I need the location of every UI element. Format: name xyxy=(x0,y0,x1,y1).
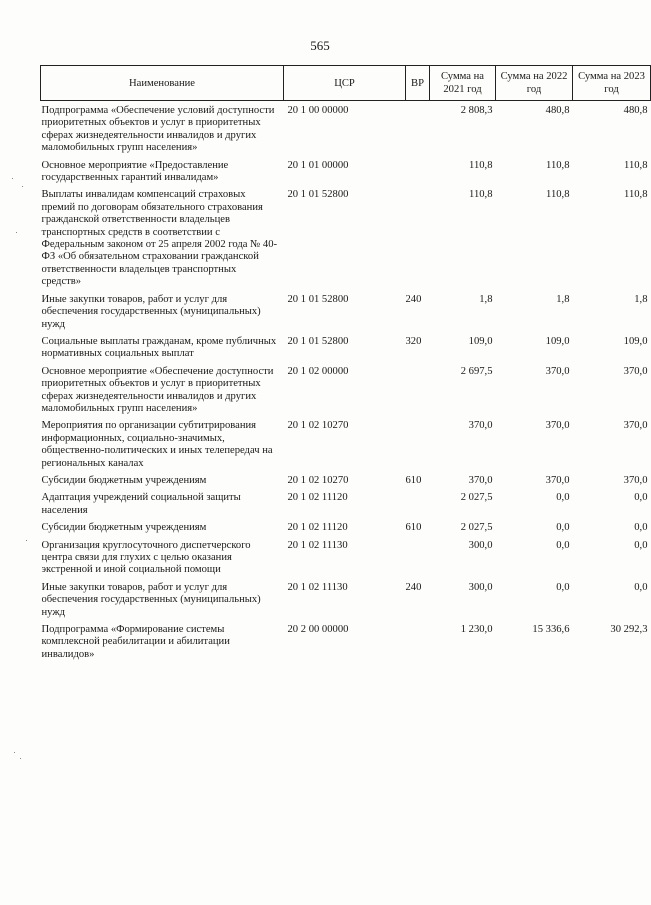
row-sum-2023: 0,0 xyxy=(634,539,648,551)
row-csr: 20 1 02 00000 xyxy=(287,365,349,377)
header-vr: ВР xyxy=(406,66,430,101)
row-sum-2021: 2 697,5 xyxy=(460,365,493,377)
row-sum-2022: 370,0 xyxy=(545,420,570,432)
row-vr: 610 xyxy=(405,474,422,486)
row-vr xyxy=(406,489,430,519)
table-row xyxy=(41,291,651,333)
row-sum-2021: 300,0 xyxy=(468,581,493,593)
row-csr: 20 1 01 52800 xyxy=(287,335,349,347)
row-name: Субсидии бюджетным учреждениям xyxy=(41,522,207,534)
row-csr: 20 1 01 52800 xyxy=(287,189,349,201)
table-row xyxy=(41,489,651,519)
row-sum-2023: 0,0 xyxy=(634,522,648,534)
scan-speck xyxy=(12,178,13,179)
row-vr xyxy=(406,417,430,472)
row-sum-2022: 1,8 xyxy=(556,293,570,305)
row-sum-2023: 0,0 xyxy=(634,492,648,504)
row-sum-2022: 0,0 xyxy=(556,492,570,504)
row-sum-2022: 109,0 xyxy=(545,335,570,347)
row-name: Субсидии бюджетным учреждениям xyxy=(41,474,207,486)
row-sum-2021: 2 808,3 xyxy=(460,105,493,116)
row-vr xyxy=(406,621,430,663)
scan-speck xyxy=(16,232,17,233)
row-name: Подпрограмма «Обеспечение условий доступности приоритетных объектов и услуг в приоритетных сферах жизнедеятельности инвалидов и других маломобильных групп населения» xyxy=(41,105,275,154)
table-row xyxy=(41,363,651,418)
table-row xyxy=(41,333,651,363)
row-vr: 240 xyxy=(405,581,422,593)
row-sum-2023: 0,0 xyxy=(634,581,648,593)
row-csr: 20 1 01 00000 xyxy=(287,159,349,171)
row-sum-2021: 109,0 xyxy=(468,335,493,347)
table-row xyxy=(41,519,651,536)
row-vr xyxy=(406,157,430,187)
scan-speck xyxy=(26,540,27,541)
row-sum-2023: 109,0 xyxy=(623,335,648,347)
row-sum-2022: 370,0 xyxy=(545,474,570,486)
row-name: Иные закупки товаров, работ и услуг для обеспечения государственных (муниципальных) нужд xyxy=(41,293,261,330)
row-sum-2021: 1 230,0 xyxy=(460,624,493,636)
row-sum-2023: 370,0 xyxy=(623,365,648,377)
header-sum-2022: Сумма на 2022 год xyxy=(496,66,573,101)
row-sum-2021: 370,0 xyxy=(468,420,493,432)
row-vr: 320 xyxy=(405,335,422,347)
row-csr: 20 1 02 10270 xyxy=(287,420,349,432)
row-name: Основное мероприятие «Обеспечение доступности приоритетных объектов и услуг в приоритетных сферах жизнедеятельности инвалидов и других маломобильных групп населения» xyxy=(41,365,274,414)
row-csr: 20 1 02 10270 xyxy=(287,474,349,486)
scan-speck xyxy=(20,758,21,759)
row-sum-2023: 370,0 xyxy=(623,420,648,432)
table-row xyxy=(41,579,651,621)
row-vr: 610 xyxy=(405,522,422,534)
scan-speck xyxy=(14,752,15,753)
row-sum-2021: 1,8 xyxy=(479,293,493,305)
row-sum-2021: 110,8 xyxy=(469,189,493,201)
table-row xyxy=(41,417,651,472)
row-csr: 20 1 01 52800 xyxy=(287,293,349,305)
header-sum-2021: Сумма на 2021 год xyxy=(430,66,496,101)
row-sum-2023: 110,8 xyxy=(624,189,648,201)
row-sum-2021: 110,8 xyxy=(469,159,493,171)
row-sum-2022: 370,0 xyxy=(545,365,570,377)
row-vr: 240 xyxy=(405,293,422,305)
table-row xyxy=(41,472,651,489)
row-name: Подпрограмма «Формирование системы комплексной реабилитации и абилитации инвалидов» xyxy=(41,624,230,660)
row-sum-2022: 0,0 xyxy=(556,522,570,534)
row-csr: 20 1 02 11120 xyxy=(287,492,348,504)
table-row xyxy=(41,621,651,663)
header-csr: ЦСР xyxy=(284,66,406,101)
row-sum-2022: 110,8 xyxy=(546,189,570,201)
row-sum-2023: 480,8 xyxy=(623,105,648,116)
table-header-row xyxy=(41,66,651,101)
row-csr: 20 1 02 11120 xyxy=(287,522,348,534)
row-vr xyxy=(406,101,430,157)
row-sum-2022: 0,0 xyxy=(556,539,570,551)
row-sum-2022: 0,0 xyxy=(556,581,570,593)
row-csr: 20 1 02 11130 xyxy=(287,539,348,551)
table-row xyxy=(41,186,651,290)
row-sum-2021: 300,0 xyxy=(468,539,493,551)
table-row xyxy=(41,537,651,579)
row-sum-2022: 110,8 xyxy=(546,159,570,171)
table-row xyxy=(41,157,651,187)
row-sum-2023: 30 292,3 xyxy=(610,624,648,636)
table-row xyxy=(41,101,651,157)
row-name: Мероприятия по организации субтитрирования информационных, социально-значимых, общественно-политических и иных телепередач на региональных каналах xyxy=(41,420,273,469)
scan-speck xyxy=(22,186,23,187)
row-sum-2023: 110,8 xyxy=(624,159,648,171)
row-csr: 20 1 02 11130 xyxy=(287,581,348,593)
row-name: Выплаты инвалидам компенсаций страховых премий по договорам обязательного страхования гражданской ответственности владельцев транспортных средств в соответствии с Федеральным законом от 25 апреля 2002 года № 40-ФЗ «Об обязательном страховании гражданской ответственности владельцев транспортных средств» xyxy=(41,189,278,288)
row-name: Основное мероприятие «Предоставление государственных гарантий инвалидам» xyxy=(41,159,229,184)
row-sum-2022: 480,8 xyxy=(545,105,570,116)
row-name: Организация круглосуточного диспетчерского центра связи для глухих с целью оказания экстренной и иной социальной помощи xyxy=(41,539,251,576)
budget-table xyxy=(40,65,651,663)
row-sum-2021: 2 027,5 xyxy=(460,522,493,534)
row-name: Социальные выплаты гражданам, кроме публичных нормативных социальных выплат xyxy=(41,335,277,360)
row-name: Адаптация учреждений социальной защиты населения xyxy=(41,492,241,516)
page-number: 565 xyxy=(310,38,330,53)
row-sum-2023: 1,8 xyxy=(634,293,648,305)
row-csr: 20 1 00 00000 xyxy=(287,105,349,116)
row-sum-2023: 370,0 xyxy=(623,474,648,486)
row-vr xyxy=(406,186,430,290)
row-csr: 20 2 00 00000 xyxy=(287,624,349,636)
row-sum-2021: 370,0 xyxy=(468,474,493,486)
header-name: Наименование xyxy=(41,66,284,101)
row-vr xyxy=(406,363,430,418)
row-vr xyxy=(406,537,430,579)
row-sum-2021: 2 027,5 xyxy=(460,492,493,504)
header-sum-2023: Сумма на 2023 год xyxy=(573,66,651,101)
row-name: Иные закупки товаров, работ и услуг для обеспечения государственных (муниципальных) нужд xyxy=(41,581,261,618)
row-sum-2022: 15 336,6 xyxy=(532,624,570,636)
